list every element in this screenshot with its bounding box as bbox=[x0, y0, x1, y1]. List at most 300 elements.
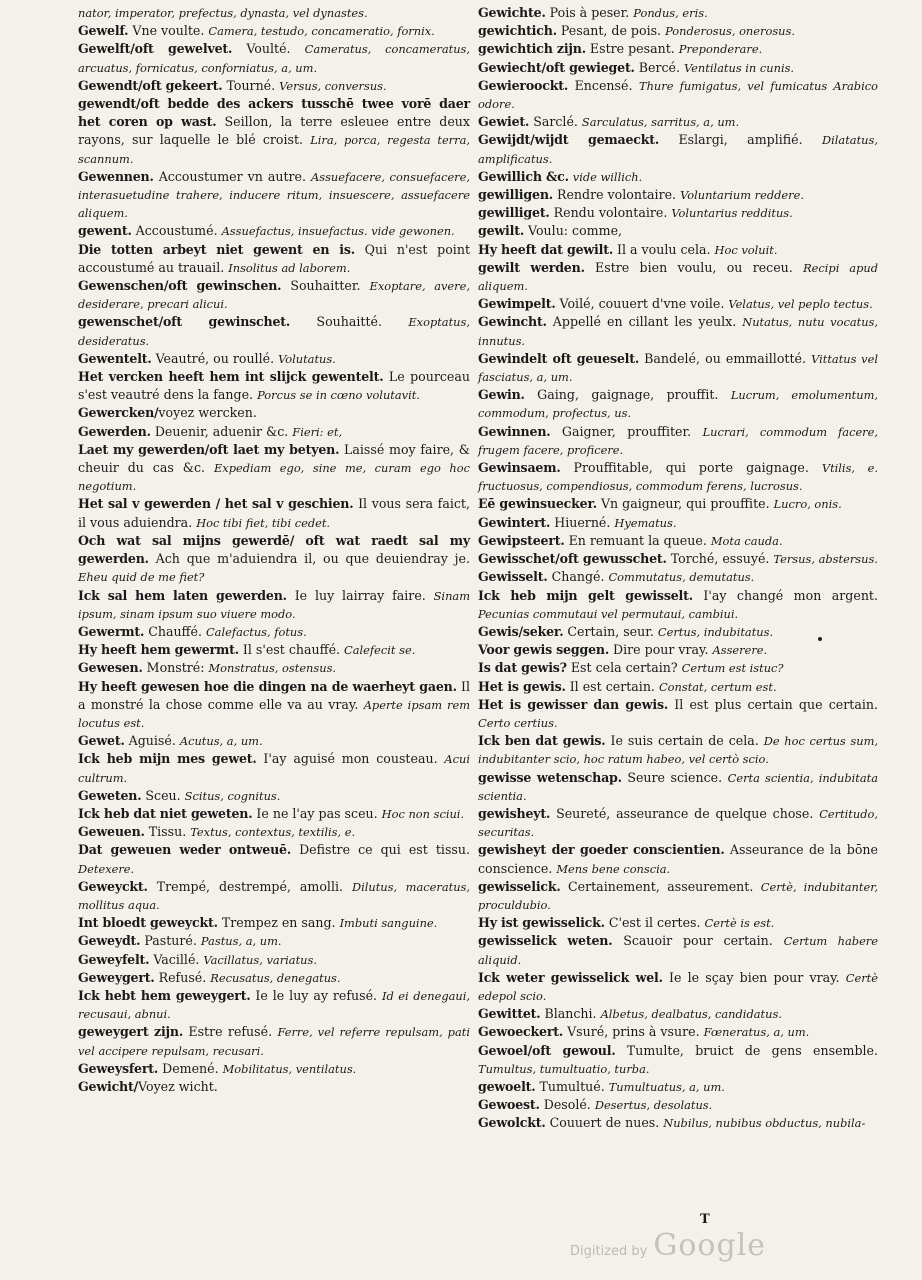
translation: Qui n'est point accoustumé au trauail. bbox=[78, 241, 471, 275]
dictionary-entry bbox=[78, 1023, 470, 1059]
headword: gewenschet/oft gewinschet. bbox=[78, 314, 291, 330]
latin-gloss: Voluntarium reddere. bbox=[680, 188, 804, 203]
translation: Tourné. bbox=[222, 77, 280, 93]
latin-gloss: Certa scientia, indubitata scientia. bbox=[478, 770, 878, 803]
headword: Gewillich &c. bbox=[478, 168, 569, 184]
latin-gloss: Certum est istuc? bbox=[681, 661, 784, 676]
latin-gloss: Aperte ipsam rem locutus est. bbox=[78, 697, 470, 730]
headword: Gewolckt. bbox=[478, 1115, 546, 1131]
latin-gloss: Preponderare. bbox=[678, 42, 763, 57]
headword: Gewin. bbox=[478, 387, 525, 403]
latin-gloss: Sinam ipsum, sinam ipsum suo viuere modo. bbox=[78, 588, 470, 621]
headword: Gewis/seker. bbox=[478, 623, 564, 639]
translation: Estre pesant. bbox=[585, 41, 679, 57]
headword: Die totten arbeyt niet gewent en is. bbox=[78, 241, 355, 257]
headword: Geweysfert. bbox=[78, 1060, 159, 1076]
dictionary-entry bbox=[78, 423, 470, 441]
translation: Gaigner, prouffiter. bbox=[550, 423, 703, 439]
headword: Het vercken heeft hem int slijck gewentelt. bbox=[78, 369, 384, 385]
dictionary-entry bbox=[478, 204, 878, 222]
headword: Hy heeft hem gewermt. bbox=[78, 642, 239, 658]
headword: Ick sal hem laten gewerden. bbox=[78, 587, 287, 603]
headword: Gewicht/ bbox=[78, 1078, 139, 1094]
dictionary-entry bbox=[478, 1114, 878, 1132]
headword: gewendt/oft bedde des ackers tusschē twee vorē daer het coren op wast. bbox=[78, 96, 470, 130]
headword: Geweydt. bbox=[78, 933, 141, 949]
latin-gloss: Ferre, vel referre repulsam, pati vel accipere repulsam, recusari. bbox=[78, 1025, 470, 1058]
dictionary-entry bbox=[478, 1023, 878, 1041]
translation: Il a voulu cela. bbox=[613, 241, 715, 257]
headword: Gewelft/oft gewelvet. bbox=[78, 41, 233, 57]
headword: Gewiet. bbox=[478, 114, 530, 130]
latin-gloss: Hoc voluit. bbox=[714, 242, 778, 257]
dictionary-entry bbox=[78, 441, 470, 496]
latin-gloss: Calefactus, fotus. bbox=[205, 624, 307, 639]
digitized-watermark bbox=[570, 1228, 766, 1263]
dictionary-entry bbox=[478, 22, 878, 40]
dictionary-entry bbox=[478, 641, 878, 659]
headword: Gewittet. bbox=[478, 1006, 541, 1022]
headword: gewisheyt. bbox=[478, 805, 551, 821]
dictionary-entry bbox=[78, 914, 470, 932]
latin-gloss: Vacillatus, variatus. bbox=[203, 952, 317, 967]
translation: Seillon, la terre esleuee entre deux rayons, sur laquelle le blé croist. bbox=[78, 114, 470, 148]
translation: Ach que m'aduiendra il, ou que deuiendray je. bbox=[148, 551, 470, 567]
latin-gloss: Certum habere aliquid. bbox=[478, 934, 878, 967]
headword: Gewendt/oft gekeert. bbox=[78, 77, 223, 93]
latin-gloss: Eheu quid de me fiet? bbox=[78, 570, 205, 585]
headword: Gewelf. bbox=[78, 23, 129, 39]
right-column bbox=[478, 4, 878, 1133]
latin-gloss: Cameratus, concameratus, arcuatus, fornicatus, conforniatus, a, um. bbox=[78, 42, 470, 75]
dictionary-entry bbox=[478, 587, 878, 623]
headword: gewent. bbox=[78, 223, 132, 239]
latin-gloss: Acui cultrum. bbox=[78, 752, 470, 785]
headword: Gewichte. bbox=[478, 5, 546, 20]
latin-gloss: Tumultuatus, a, um. bbox=[608, 1079, 725, 1094]
dictionary-entry bbox=[478, 969, 878, 1005]
headword: Ick heb mijn mes gewet. bbox=[78, 751, 257, 767]
dictionary-entry bbox=[78, 40, 470, 76]
dictionary-entry bbox=[478, 914, 878, 932]
headword: Gewincht. bbox=[478, 314, 547, 330]
headword: Gewennen. bbox=[78, 168, 154, 184]
latin-gloss: vide willich. bbox=[572, 169, 643, 184]
translation: Trempez en sang. bbox=[217, 915, 340, 931]
latin-gloss: Mens bene conscia. bbox=[556, 861, 671, 876]
latin-gloss: Constat, certum est. bbox=[658, 679, 777, 694]
latin-gloss: Textus, contextus, textilis, e. bbox=[190, 825, 356, 840]
dictionary-entry bbox=[78, 1060, 470, 1078]
dictionary-entry bbox=[78, 659, 470, 677]
dictionary-entry bbox=[478, 769, 878, 805]
headword: Hy heeft dat gewilt. bbox=[478, 241, 613, 257]
latin-gloss: Mobilitatus, ventilatus. bbox=[222, 1061, 357, 1076]
headword: Och wat sal mijns gewerdē/ oft wat raedt sal my gewerden. bbox=[78, 532, 470, 567]
headword: Geweten. bbox=[78, 787, 142, 803]
translation: Dire pour vray. bbox=[609, 642, 713, 658]
translation: Couuert de nues. bbox=[545, 1115, 664, 1131]
headword: Gewoeckert. bbox=[478, 1024, 564, 1040]
latin-gloss: Detexere. bbox=[78, 861, 135, 876]
latin-gloss: Mota cauda. bbox=[710, 533, 783, 548]
dictionary-entry bbox=[78, 951, 470, 969]
latin-gloss: Dilutus, maceratus, mollitus aqua. bbox=[78, 879, 470, 912]
translation: Encensé. bbox=[568, 77, 639, 93]
dictionary-entry bbox=[78, 732, 470, 750]
headword: Gewisschet/oft gewusschet. bbox=[478, 551, 667, 567]
latin-gloss: Imbuti sanguine. bbox=[339, 916, 438, 931]
headword: Geweuen. bbox=[78, 824, 145, 840]
dictionary-entry bbox=[78, 587, 470, 623]
translation: Vsuré, prins à vsure. bbox=[563, 1024, 704, 1040]
translation: Desolé. bbox=[539, 1097, 595, 1113]
latin-gloss: Pastus, a, um. bbox=[200, 934, 282, 949]
dictionary-entry bbox=[78, 168, 470, 223]
dictionary-entry bbox=[78, 277, 470, 313]
dictionary-entry bbox=[478, 295, 878, 313]
latin-gloss: Voluntarius redditus. bbox=[671, 206, 793, 221]
latin-gloss: Thure fumigatus, vel fumicatus Arabico odore. bbox=[478, 78, 878, 112]
translation: Il a monstré la chose comme elle va au vray. bbox=[78, 678, 470, 712]
latin-gloss: Certitudo, securitas. bbox=[478, 806, 878, 840]
dictionary-entry bbox=[78, 805, 470, 823]
latin-gloss: Assuefacere, consuefacere, interasuetudine trahere, inducere ritum, insuescere, assuefacere aliquem. bbox=[78, 169, 470, 221]
headword: gewilliget. bbox=[478, 205, 550, 221]
headword: Gewindelt oft geueselt. bbox=[478, 350, 640, 366]
dictionary-entry bbox=[478, 732, 878, 768]
latin-gloss: Certo certius. bbox=[478, 715, 558, 730]
headword: gewilt werden. bbox=[478, 259, 585, 275]
translation: Souhaitté. bbox=[290, 314, 409, 330]
latin-gloss: Hyematus. bbox=[614, 515, 677, 530]
translation: Asseurance de la bōne conscience. bbox=[478, 842, 878, 876]
headword: Het is gewisser dan gewis. bbox=[478, 696, 669, 712]
headword: Gewoest. bbox=[478, 1097, 540, 1113]
latin-gloss: Certè edepol scio. bbox=[478, 970, 878, 1003]
dictionary-entry bbox=[78, 22, 470, 40]
headword: Het sal v gewerden / het sal v geschien. bbox=[78, 496, 354, 512]
latin-gloss: Pecunias commutaui vel permutaui, cambiui. bbox=[478, 606, 739, 621]
latin-gloss: Dilatatus, amplificatus. bbox=[478, 133, 878, 166]
translation: C'est il certes. bbox=[604, 915, 705, 931]
latin-gloss: Hoc tibi fiet, tibi cedet. bbox=[196, 515, 331, 530]
headword: Is dat gewis? bbox=[478, 660, 567, 676]
translation: Il s'est chauffé. bbox=[238, 642, 345, 658]
headword: Gewerden. bbox=[78, 423, 151, 439]
dictionary-entry bbox=[478, 259, 878, 295]
translation: Vne voulte. bbox=[128, 23, 209, 39]
headword: Gewentelt. bbox=[78, 350, 152, 366]
google-logo: Google bbox=[653, 1228, 766, 1263]
latin-gloss: De hoc certus sum, indubitanter scio, hoc ratum habeo, vel certò scio. bbox=[478, 734, 878, 767]
dictionary-entry bbox=[478, 514, 878, 532]
dictionary-entry bbox=[478, 568, 878, 586]
dictionary-entry bbox=[478, 350, 878, 386]
dictionary-entry bbox=[78, 987, 470, 1023]
headword: Hy heeft gewesen hoe die dingen na de waerheyt gaen. bbox=[78, 678, 457, 694]
headword: Gewercken/ bbox=[78, 405, 159, 421]
dictionary-entry bbox=[78, 495, 470, 531]
headword: Gewieroockt. bbox=[478, 77, 569, 93]
dictionary-entry bbox=[478, 878, 878, 914]
latin-gloss: Albetus, dealbatus, candidatus. bbox=[600, 1007, 782, 1022]
headword: gewichtich zijn. bbox=[478, 41, 586, 57]
latin-gloss: Exoptatus, desideratus. bbox=[78, 315, 470, 348]
headword: gewoelt. bbox=[478, 1078, 536, 1094]
headword: Ick heb mijn gelt gewisselt. bbox=[478, 587, 693, 603]
latin-gloss: Vittatus vel fasciatus, a, um. bbox=[478, 351, 878, 385]
headword: Ick heb dat niet geweten. bbox=[78, 805, 253, 821]
translation: Pasturé. bbox=[140, 933, 201, 949]
dictionary-entry bbox=[478, 678, 878, 696]
dictionary-entry bbox=[78, 841, 470, 877]
latin-gloss: Tersus, abstersus. bbox=[773, 552, 878, 567]
headword: gewisheyt der goeder conscientien. bbox=[478, 842, 725, 858]
latin-gloss: Nubilus, nubibus obductus, nubila- bbox=[663, 1116, 866, 1131]
headword: Voor gewis seggen. bbox=[478, 642, 610, 658]
translation: I'ay changé mon argent. bbox=[692, 587, 878, 603]
translation: Bercé. bbox=[634, 59, 684, 75]
headword: Gewesen. bbox=[78, 660, 143, 676]
latin-gloss: Exoptare, avere, desiderare, precari alicui. bbox=[78, 279, 470, 312]
dictionary-entry bbox=[78, 404, 470, 422]
translation: Scauoir pour certain. bbox=[612, 933, 784, 949]
headword: Gewiecht/oft gewieget. bbox=[478, 59, 635, 75]
latin-gloss: Desertus, desolatus. bbox=[594, 1098, 713, 1113]
latin-gloss: Expediam ego, sine me, curam ego hoc negotium. bbox=[78, 461, 470, 494]
dictionary-entry bbox=[478, 241, 878, 259]
translation: Appellé en cillant les yeulx. bbox=[546, 314, 743, 330]
dictionary-entry bbox=[478, 495, 878, 513]
translation: Vn gaigneur, qui prouffite. bbox=[596, 496, 774, 512]
translation: Accoustumé. bbox=[131, 223, 222, 239]
headword: Het is gewis. bbox=[478, 678, 566, 694]
headword: Int bloedt geweyckt. bbox=[78, 915, 218, 931]
latin-gloss: Sarculatus, sarritus, a, um. bbox=[581, 115, 740, 130]
translation: voyez wercken. bbox=[158, 405, 257, 421]
translation: Accoustumer vn autre. bbox=[153, 168, 312, 184]
latin-gloss: nator, imperator, prefectus, dynasta, vel dynastes. bbox=[78, 6, 368, 20]
latin-gloss: Hoc non sciui. bbox=[381, 806, 465, 821]
dictionary-entry bbox=[478, 932, 878, 968]
dictionary-entry bbox=[478, 4, 878, 22]
translation: Monstré: bbox=[142, 660, 209, 676]
translation: Voyez wicht. bbox=[138, 1078, 218, 1094]
dictionary-entry bbox=[78, 241, 470, 277]
dictionary-entry bbox=[478, 77, 878, 113]
latin-gloss: Certus, indubitatus. bbox=[657, 624, 774, 639]
translation: Voulu: comme, bbox=[524, 223, 623, 239]
headword: Hy ist gewisselick. bbox=[478, 915, 605, 931]
latin-gloss: Asserere. bbox=[712, 643, 768, 658]
latin-gloss: Recipi apud aliquem. bbox=[478, 260, 878, 294]
ink-speck bbox=[818, 637, 822, 641]
headword: gewisselick. bbox=[478, 878, 561, 894]
dictionary-entry bbox=[78, 750, 470, 786]
dictionary-entry bbox=[78, 641, 470, 659]
headword: Geweyckt. bbox=[78, 878, 148, 894]
translation: Chauffé. bbox=[144, 623, 206, 639]
headword: Gewisselt. bbox=[478, 569, 548, 585]
latin-gloss: Commutatus, demutatus. bbox=[608, 570, 755, 585]
latin-gloss: Camera, testudo, concameratio, fornix. bbox=[208, 24, 435, 39]
dictionary-entry bbox=[478, 841, 878, 877]
latin-gloss: Assuefactus, insuefactus. vide gewonen. bbox=[221, 224, 455, 239]
headword: Dat geweuen weder ontweuē. bbox=[78, 842, 292, 858]
translation: Bandelé, ou emmaillotté. bbox=[639, 350, 812, 366]
headword: Ick weter gewisselick wel. bbox=[478, 969, 663, 985]
translation: Estre bien voulu, ou receu. bbox=[584, 259, 804, 275]
dictionary-entry bbox=[478, 423, 878, 459]
translation: Sarclé. bbox=[529, 114, 582, 130]
headword: Gewet. bbox=[78, 733, 125, 749]
dictionary-entry bbox=[478, 1005, 878, 1023]
translation: Refusé. bbox=[154, 969, 211, 985]
dictionary-entry bbox=[478, 1096, 878, 1114]
latin-gloss: Ventilatus in cunis. bbox=[684, 60, 795, 75]
latin-gloss: Lira, porca, regesta terra, scannum. bbox=[78, 133, 470, 166]
translation: Pesant, de pois. bbox=[556, 23, 666, 39]
headword: gewilt. bbox=[478, 223, 525, 239]
dictionary-entry bbox=[78, 823, 470, 841]
dictionary-entry bbox=[78, 368, 470, 404]
translation: Blanchi. bbox=[540, 1006, 601, 1022]
translation: Tissu. bbox=[144, 824, 191, 840]
translation: Rendre volontaire. bbox=[552, 187, 681, 203]
dictionary-entry bbox=[478, 168, 878, 186]
translation: Certainement, asseurement. bbox=[560, 878, 761, 894]
dictionary-entry bbox=[478, 386, 878, 422]
headword: Gewinnen. bbox=[478, 423, 551, 439]
latin-gloss: Lucrari, commodum facere, frugem facere, proficere. bbox=[478, 424, 878, 457]
signature-mark: T bbox=[700, 1212, 710, 1227]
translation: Trempé, destrempé, amolli. bbox=[147, 878, 352, 894]
latin-gloss: Recusatus, denegatus. bbox=[210, 970, 341, 985]
dictionary-entry bbox=[478, 550, 878, 568]
translation: Rendu volontaire. bbox=[549, 205, 672, 221]
dictionary-entry bbox=[478, 696, 878, 732]
translation: Seureté, asseurance de quelque chose. bbox=[550, 805, 820, 821]
translation: Ie suis certain de cela. bbox=[605, 733, 764, 749]
latin-gloss: Fœneratus, a, um. bbox=[703, 1025, 810, 1040]
latin-gloss: Vtilis, e. fructuosus, compendiosus, commodum ferens, lucrosus. bbox=[478, 461, 878, 494]
translation: Il est certain. bbox=[565, 678, 659, 694]
translation: Certain, seur. bbox=[563, 623, 658, 639]
dictionary-entry bbox=[478, 313, 878, 349]
dictionary-entry bbox=[78, 313, 470, 349]
latin-gloss: Porcus se in cœno volutavit. bbox=[257, 388, 420, 403]
dictionary-entry bbox=[78, 1078, 470, 1096]
latin-gloss: Monstratus, ostensus. bbox=[208, 661, 337, 676]
headword: gewisselick weten. bbox=[478, 933, 613, 949]
headword: Gewintert. bbox=[478, 514, 551, 530]
latin-gloss: Certè, indubitanter, proculdubio. bbox=[478, 879, 879, 912]
headword: Ick ben dat gewis. bbox=[478, 733, 606, 749]
translation: Hiuerné. bbox=[550, 514, 615, 530]
translation: Tumultué. bbox=[535, 1078, 609, 1094]
translation: Laissé moy faire, & cheuir du cas &c. bbox=[78, 441, 470, 476]
latin-gloss: Id ei denegaui, recusaui, abnui. bbox=[78, 988, 471, 1022]
dictionary-entry bbox=[78, 787, 470, 805]
latin-gloss: Lucrum, emolumentum, commodum, profectus, us. bbox=[478, 388, 878, 421]
latin-gloss: Tumultus, tumultuatio, turba. bbox=[478, 1061, 650, 1076]
latin-gloss: Velatus, vel peplo tectus. bbox=[728, 297, 873, 312]
translation: Il vous sera faict, il vous aduiendra. bbox=[78, 496, 470, 530]
translation: Changé. bbox=[547, 569, 609, 585]
dictionary-entry bbox=[478, 805, 878, 841]
dictionary-entry bbox=[478, 113, 878, 131]
headword: Geweygert. bbox=[78, 969, 155, 985]
latin-gloss: Scitus, cognitus. bbox=[184, 788, 281, 803]
headword: Ick hebt hem geweygert. bbox=[78, 987, 251, 1003]
dictionary-entry bbox=[478, 659, 878, 677]
dictionary-entry bbox=[78, 532, 470, 587]
dictionary-entry bbox=[478, 459, 878, 495]
latin-gloss: Volutatus. bbox=[278, 351, 336, 366]
headword: Gewimpelt. bbox=[478, 296, 556, 312]
translation: Seure science. bbox=[621, 769, 728, 785]
translation: Ie le sçay bien pour vray. bbox=[662, 969, 846, 985]
dictionary-entry bbox=[478, 40, 878, 58]
headword: Gewermt. bbox=[78, 623, 145, 639]
dictionary-entry bbox=[478, 1042, 878, 1078]
left-column bbox=[78, 4, 470, 1096]
latin-gloss: Versus, conversus. bbox=[279, 78, 387, 93]
translation: Torché, essuyé. bbox=[666, 551, 774, 567]
headword: geweygert zijn. bbox=[78, 1024, 184, 1040]
translation: Tumulte, bruict de gens ensemble. bbox=[615, 1042, 879, 1058]
translation: Voulté. bbox=[232, 41, 305, 57]
dictionary-entry bbox=[478, 222, 878, 240]
latin-gloss: Ponderosus, onerosus. bbox=[665, 24, 795, 39]
headword: Gewijdt/wijdt gemaeckt. bbox=[478, 132, 660, 148]
dictionary-entry bbox=[478, 1078, 878, 1096]
translation: Estre refusé. bbox=[183, 1024, 278, 1040]
headword: gewichtich. bbox=[478, 23, 557, 39]
dictionary-entry bbox=[78, 95, 470, 168]
translation: Vacillé. bbox=[149, 951, 204, 967]
translation: Veautré, ou roullé. bbox=[151, 350, 279, 366]
latin-gloss: Acutus, a, um. bbox=[179, 734, 263, 749]
dictionary-entry bbox=[478, 532, 878, 550]
latin-gloss: Calefecit se. bbox=[344, 643, 416, 658]
headword: Eē gewinsuecker. bbox=[478, 496, 597, 512]
translation: Ie ne l'ay pas sceu. bbox=[252, 805, 382, 821]
dictionary-entry bbox=[478, 131, 878, 167]
dictionary-entry bbox=[78, 222, 470, 240]
watermark-prefix: Digitized by bbox=[570, 1244, 648, 1259]
dictionary-entry bbox=[78, 932, 470, 950]
translation: Ie luy lairray faire. bbox=[286, 587, 434, 603]
dictionary-entry bbox=[78, 878, 470, 914]
translation: Est cela certain? bbox=[566, 660, 682, 676]
translation: Eslargi, amplifié. bbox=[659, 132, 823, 148]
translation: Aguisé. bbox=[124, 733, 180, 749]
latin-gloss: Certè is est. bbox=[704, 916, 775, 931]
dictionary-entry bbox=[78, 4, 470, 22]
headword: Gewinsaem. bbox=[478, 460, 561, 476]
headword: gewisse wetenschap. bbox=[478, 769, 622, 785]
headword: Gewipsteert. bbox=[478, 532, 565, 548]
translation: En remuant la queue. bbox=[564, 532, 711, 548]
latin-gloss: Fieri: et, bbox=[292, 424, 343, 439]
latin-gloss: Pondus, eris. bbox=[633, 6, 708, 20]
translation: Sceu. bbox=[141, 787, 185, 803]
translation: Pois à peser. bbox=[545, 5, 634, 20]
translation: Demené. bbox=[158, 1060, 223, 1076]
translation: Il est plus certain que certain. bbox=[668, 696, 878, 712]
